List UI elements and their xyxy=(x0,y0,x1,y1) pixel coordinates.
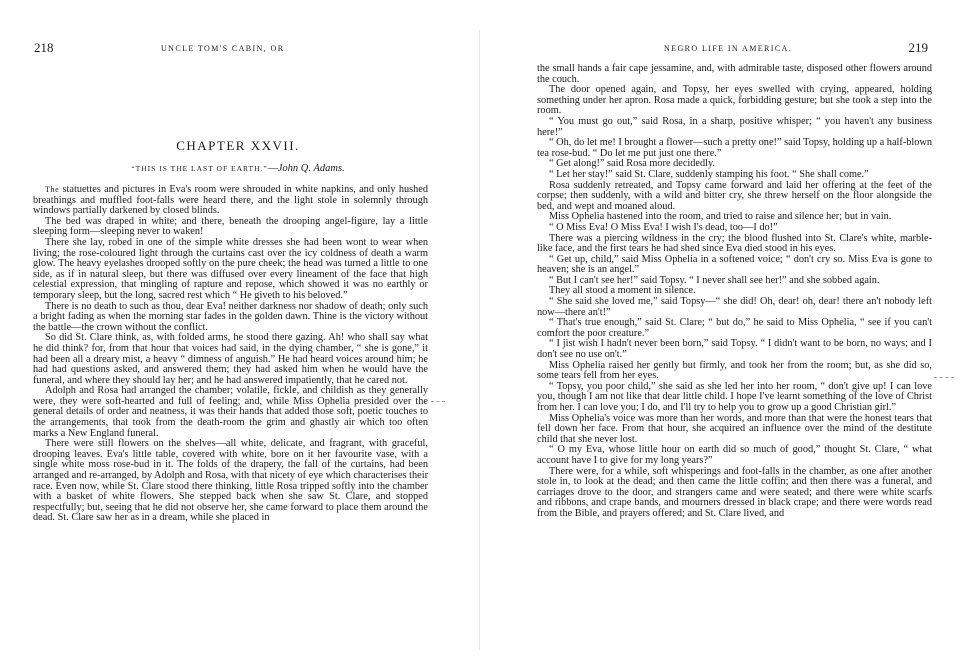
paragraph: “ Get up, child,” said Miss Ophelia in a softened voice; “ don't cry so. Miss Eva is gone to heaven; she is an angel.” xyxy=(537,253,932,276)
right-page-number: 219 xyxy=(908,40,928,55)
left-page xyxy=(0,0,476,667)
paragraph: Miss Ophelia hastened into the room, and tried to raise and silence her; but in vain. xyxy=(549,211,892,223)
opening-word: The xyxy=(45,185,60,194)
right-running-head: NEGRO LIFE IN AMERICA. xyxy=(664,44,793,53)
epigraph-dash: — xyxy=(267,163,278,174)
paragraph: The door opened again, and Topsy, her eyes swelled with crying, appeared, holding something under her apron. Rosa made a quick, forbidding gesture; but she took a step into the room. xyxy=(537,84,932,117)
paragraph: the small hands a fair cape jessamine, and, with admirable taste, disposed other flowers around the couch. xyxy=(537,63,932,85)
paragraph: They all stood a moment in silence. xyxy=(549,285,696,297)
paragraph: There were, for a while, soft whisperings and foot-falls in the chamber, as one after another stole in, to look at the dead; and then came the little coffin; and then there was a funeral, and carriages drove to the door, and strangers came and were seated; and there were white scarfs and ribbons, and crape bands, and mourners dressed in black crape; and there were words read from the Bible, and prayers offered; and St. Clare lived, and xyxy=(537,465,932,519)
paragraph: Miss Ophelia raised her gently but firmly, and took her from the room; but, as she did so, some tears fell from her eyes. xyxy=(537,359,932,382)
paragraph: “ O my Eva, whose little hour on earth did so much of good,” thought St. Clare, “ what account have I to give for my long years?” xyxy=(537,444,932,466)
right-page xyxy=(490,0,980,667)
page-gutter xyxy=(479,30,480,650)
left-running-head: UNCLE TOM'S CABIN, OR xyxy=(161,44,285,53)
paragraph: Miss Ophelia's voice was more than her words, and more than that were the honest tears that fell down her face. From that hour, she acquired an influence over the mind of the destitute child that she never lost. xyxy=(537,412,932,445)
paragraph: “ Oh, do let me! I brought a flower—such a pretty one!” said Topsy, holding up a half-blown tea rose-bud. “ Do let me put just one there.” xyxy=(537,137,932,159)
paragraph: There was a piercing wildness in the cry; the blood flushed into St. Clare's white, marble-like face, and the first tears he had shed since Eva died stood in his eyes. xyxy=(537,232,932,255)
margin-mark xyxy=(934,377,954,379)
paragraph: There is no death to such as thou, dear Eva! neither darkness nor shadow of death; only such a bright fading as when the morning star fades in the golden dawn. Thine is the victory without the battle—the crown without the conflict. xyxy=(33,300,428,333)
paragraph: Rosa suddenly retreated, and Topsy came forward and laid her offering at the feet of the corpse; then suddenly, with a wild and bitter cry, she threw herself on the floor alongside the bed, and wept and moaned aloud. xyxy=(537,179,932,212)
paragraph: “ That's true enough,” said St. Clare; “ but do,” he said to Miss Ophelia, “ see if you can't comfort the poor creature.” xyxy=(537,317,932,339)
chapter-title: CHAPTER XXVII. xyxy=(176,138,300,153)
left-page-number: 218 xyxy=(34,40,54,55)
paragraph: “ You must go out,” said Rosa, in a sharp, positive whisper; “ you haven't any business here!” xyxy=(537,115,932,138)
paragraph: So did St. Clare think, as, with folded arms, he stood there gazing. Ah! who shall say what he did think? for, from that hour that voices had said, in the dying chamber, “ she is gone,” it had been all a dreary mist, a heavy “ dimness of anguish.” He had heard voices around him; he had had questions asked, and answered them; they had asked him when he would have the funeral, and where they should lay her; and he had answered impatiently, that he cared not. xyxy=(33,332,428,386)
paragraph: “ Get along!” said Rosa more decidedly. xyxy=(549,158,716,170)
margin-mark xyxy=(431,401,445,403)
left-body-text xyxy=(33,185,428,524)
paragraph: There were still flowers on the shelves—all white, delicate, and fragrant, with graceful, drooping leaves. Eva's little table, covered with white, bore on it her favourite vase, with a single white moss rose-bud in it. The folds of the drapery, the fall of the curtains, had been arranged and re-arranged, by Adolph and Rosa, with that nicety of eye which characterises their race. Even now, while St. Clare stood there thinking, little Rosa tripped softly into the chamber with a basket of white flowers. She stepped back when she saw St. Clare, and stopped respectfully; but, seeing that he did not observe her, she came forward to place them around the dead. St. Clare saw her as in a dream, while she placed in xyxy=(33,438,428,524)
epigraph-quote: “THIS IS THE LAST OF EARTH.” xyxy=(131,164,268,173)
right-body-text xyxy=(537,64,932,520)
paragraph: “ Let her stay!” said St. Clare, suddenly stamping his foot. “ She shall come.” xyxy=(549,168,869,180)
paragraph: The statuettes and pictures in Eva's room were shrouded in white napkins, and only hushed breathings and muffled foot-falls were heard there, and the light stole in solemnly through windows partially darkened by closed blinds. xyxy=(33,184,428,217)
paragraph: There she lay, robed in one of the simple white dresses she had been wont to wear when living; the rose-coloured light through the curtains cast over the icy coldness of death a warm glow. The heavy eyelashes drooped softly on the pure cheek; the head was turned a little to one side, as if in natural sleep, but there was diffused over every lineament of the face that high celestial expression, that mingling of rapture and repose, which showed it was no earthly or temporary sleep, but the long, sacred rest which “ He giveth to his beloved.” xyxy=(33,236,428,301)
paragraph: “ O Miss Eva! O Miss Eva! I wish I's dead, too—I do!” xyxy=(549,221,778,233)
paragraph: “ She said she loved me,” said Topsy—“ she did! Oh, dear! oh, dear! there an't nobody left now—there an't!” xyxy=(537,296,932,318)
chapter-epigraph xyxy=(0,163,476,174)
paragraph: “ But I can't see her!” said Topsy. “ I never shall see her!” and she sobbed again. xyxy=(549,274,880,286)
paragraph: “ I jist wish I hadn't never been born,” said Topsy. “ I didn't want to be born, no ways; and I don't see no use on't.” xyxy=(537,338,932,361)
paragraph: Adolph and Rosa had arranged the chamber; volatile, fickle, and childish as they generally were, they were soft-hearted and full of feeling; and, while Miss Ophelia presided over the general details of order and neatness, it was their hands that added those soft, poetic touches to the arrangements, that took from the death-room the grim and ghastly air which too often marks a New England funeral. xyxy=(33,385,428,439)
epigraph-author: John Q. Adams. xyxy=(277,163,345,174)
paragraph: The bed was draped in white; and there, beneath the drooping angel-figure, lay a little sleeping form—sleeping never to waken! xyxy=(33,215,428,238)
paragraph: “ Topsy, you poor child,” she said as she led her into her room, “ don't give up! I can love you, though I am not like that dear little child. I hope I've learnt something of the love of Christ from her. I can love you; I do, and I'll try to help you to grow up a good Christian girl.” xyxy=(537,380,932,413)
